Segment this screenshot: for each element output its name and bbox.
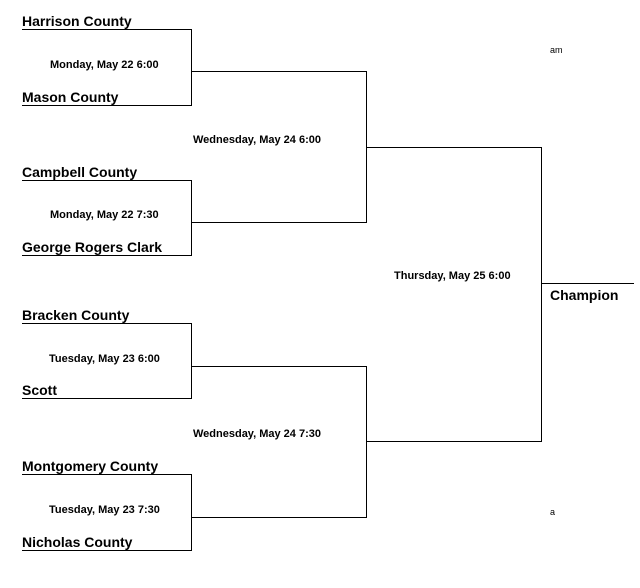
champion-label: Champion	[550, 287, 619, 303]
small-mark-bottom: a	[550, 507, 556, 517]
semifinal-game-1: Wednesday, May 24 6:00	[193, 134, 321, 146]
team-line-3	[22, 180, 192, 181]
team-slot-1: Harrison County	[22, 13, 132, 29]
semifinal-line-1	[192, 71, 367, 72]
team-slot-2: Mason County	[22, 89, 119, 105]
round1-game-4: Tuesday, May 23 7:30	[49, 504, 160, 516]
final-line-1	[367, 147, 542, 148]
semifinal-game-2: Wednesday, May 24 7:30	[193, 428, 321, 440]
team-line-1	[22, 29, 192, 30]
team-line-5	[22, 323, 192, 324]
round1-connector-3	[191, 323, 192, 399]
team-line-8	[22, 550, 192, 551]
round1-game-3: Tuesday, May 23 6:00	[49, 353, 160, 365]
team-slot-7: Montgomery County	[22, 458, 159, 474]
round1-game-1: Monday, May 22 6:00	[50, 59, 159, 71]
round1-connector-1	[191, 29, 192, 106]
team-line-2	[22, 105, 192, 106]
semifinal-line-4	[192, 517, 367, 518]
small-mark-top: am	[550, 45, 563, 55]
champion-line	[542, 283, 634, 284]
team-line-4	[22, 255, 192, 256]
semifinal-connector-2	[366, 366, 367, 518]
team-slot-4: George Rogers Clark	[22, 239, 163, 255]
team-slot-6: Scott	[22, 382, 57, 398]
team-slot-8: Nicholas County	[22, 534, 133, 550]
final-connector	[541, 147, 542, 442]
team-slot-5: Bracken County	[22, 307, 130, 323]
team-slot-3: Campbell County	[22, 164, 138, 180]
team-line-6	[22, 398, 192, 399]
semifinal-line-3	[192, 366, 367, 367]
final-game: Thursday, May 25 6:00	[394, 270, 511, 282]
round1-connector-4	[191, 474, 192, 551]
semifinal-line-2	[192, 222, 367, 223]
round1-game-2: Monday, May 22 7:30	[50, 209, 159, 221]
team-line-7	[22, 474, 192, 475]
round1-connector-2	[191, 180, 192, 256]
final-line-2	[367, 441, 542, 442]
